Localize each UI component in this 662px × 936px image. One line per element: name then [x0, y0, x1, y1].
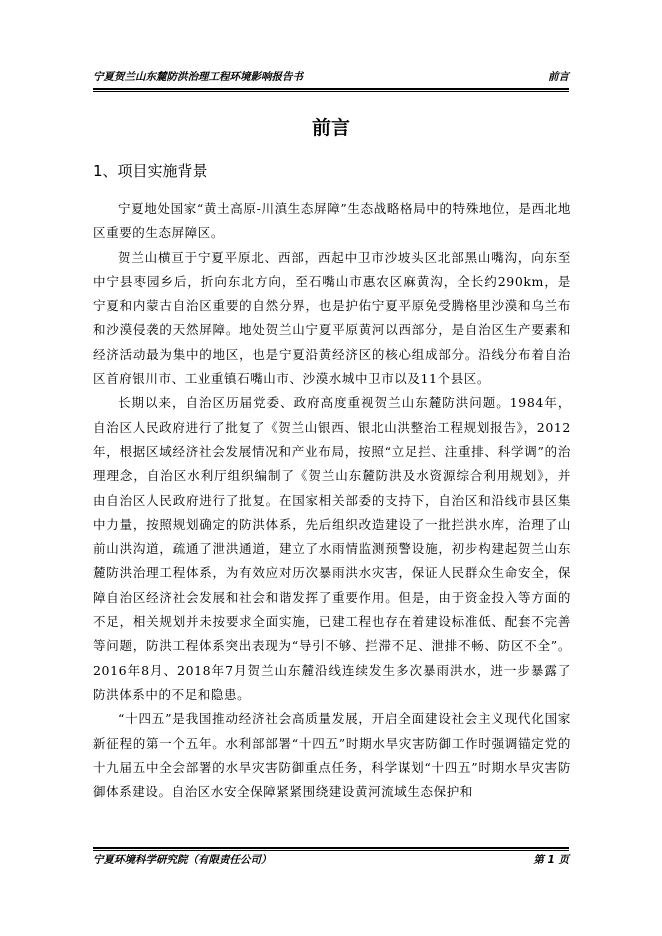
header-section-label: 前言: [548, 71, 569, 83]
footer-rule: [93, 847, 569, 849]
page-title: 前言: [311, 117, 350, 139]
paragraph-4: “十四五”是我国推动经济社会高质量发展，开启全面建设社会主义现代化国家新征程的第一个五年。水利部部署“十四五”时期水旱灾害防御工作时强调锚定党的十九届五中全会部署的水旱灾害防御重点任务，科学谋划“十四五”时期水旱灾害防御体系建设。自治区水安全保障紧紧围绕建设黄河流域生态保护和: [93, 711, 571, 800]
footer-page-number: 第 1 页: [533, 854, 569, 866]
header-rule: [93, 88, 569, 90]
paragraph-1: 宁夏地处国家“黄土高原-川滇生态屏障”生态战略格局中的特殊地位，是西北地区重要的生态屏障区。: [93, 201, 571, 241]
page-header: [93, 69, 569, 85]
header-report-title: 宁夏贺兰山东麓防洪治理工程环境影响报告书: [93, 71, 303, 83]
paragraph-3: 长期以来，自治区历届党委、政府高度重视贺兰山东麓防洪问题。1984年，自治区人民政府进行了批复了《贺兰山银西、银北山洪整治工程规划报告》，2012年，根据区域经济社会发展情况和产业布局，按照“立足拦、注重排、科学调”的治理理念，自治区水利厅组织编制了《贺兰山东麓防洪及水资源综合利用规划》，并由自治区人民政府进行了批复。在国家相关部委的支持下，自治区和沿线市县区集中力量，按照规划确定的防洪体系，先后组织改造建设了一批拦洪水库，治理了山前山洪沟道，疏通了泄洪通道，建立了水雨情监测预警设施，初步构建起贺兰山东麓防洪治理工程体系，为有效应对历次暴雨洪水灾害，保证人民群众生命安全，保障自治区经济社会发展和社会和谐发挥了重要作用。但是，由于资金投入等方面的不足，相关规划并未按要求全面实施，已建工程也存在着建设标准低、配套不完善等问题，防洪工程体系突出表现为“导引不够、拦滞不足、泄排不畅、防区不全”。2016年8月、2018年7月贺兰山东麓沿线连续发生多次暴雨洪水，进一步暴露了防洪体系中的不足和隐患。: [93, 395, 571, 702]
body-text: [93, 197, 571, 804]
page-footer: [93, 852, 569, 868]
section-heading: 1、项目实施背景: [93, 162, 208, 180]
header-rule-thin: [93, 91, 569, 92]
footer-rule-thin: [93, 850, 569, 851]
footer-organization: 宁夏环境科学研究院（有限责任公司）: [93, 854, 272, 866]
paragraph-2: 贺兰山横亘于宁夏平原北、西部，西起中卫市沙坡头区北部黑山嘴沟，向东至中宁县枣园乡后，折向东北方向，至石嘴山市惠农区麻黄沟，全长约290km，是宁夏和内蒙古自治区重要的自然分界，也是护佑宁夏平原免受腾格里沙漠和乌兰布和沙漠侵袭的天然屏障。地处贺兰山宁夏平原黄河以西部分，是自治区生产要素和经济活动最为集中的地区，也是宁夏沿黄经济区的核心组成部分。沿线分布着自治区首府银川市、工业重镇石嘴山市、沙漠水城中卫市以及11个县区。: [93, 249, 571, 387]
